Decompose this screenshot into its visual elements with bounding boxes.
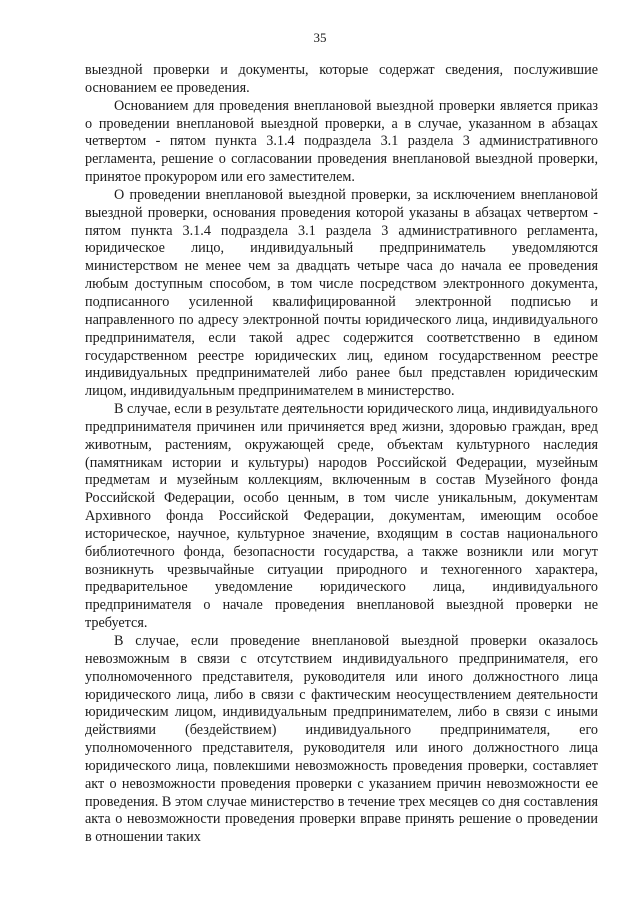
- paragraph-continuation: выездной проверки и документы, которые содержат сведения, послужившие основанием ее проведения.: [85, 62, 598, 96]
- page-number: 35: [313, 30, 327, 45]
- paragraph-notification: О проведении внеплановой выездной проверки, за исключением внеплановой выездной проверки, основания проведения которой указаны в абзацах четвертом - пятом пункта 3.1.4 подраздела 3.1 раздела 3 административного регламента, юридическое лицо, индивидуальный предприниматель уведомляются министерством не менее чем за двадцать четыре часа до начала ее проведения любым доступным способом, в том числе посредством электронного документа, подписанного усиленной квалифицированной электронной подписью и направленного по адресу электронной почты юридического лица, индивидуального предпринимателя, если такой адрес содержится соответственно в едином государственном реестре юридических лиц, едином государственном реестре индивидуальных предпринимателей либо ранее был представлен юридическим лицом, индивидуальным предпринимателем в министерство.: [85, 186, 598, 400]
- paragraph-impossibility-case: В случае, если проведение внеплановой выездной проверки оказалось невозможным в связи с отсутствием индивидуального предпринимателя, его уполномоченного представителя, руководителя или иного должностного лица юридического лица, либо в связи с фактическим неосуществлением деятельности юридическим лицом, индивидуальным предпринимателем, либо в связи с иными действиями (бездействием) индивидуального предпринимателя, его уполномоченного представителя, руководителя или иного должностного лица юридического лица, повлекшими невозможность проведения проверки, составляет акт о невозможности проведения проверки с указанием причин невозможности ее проведения. В этом случае министерство в течение трех месяцев со дня составления акта о невозможности проведения проверки вправе принять решение о проведении в отношении таких: [85, 633, 598, 846]
- paragraph-inspection-basis: Основанием для проведения внеплановой выездной проверки является приказ о проведении внеплановой выездной проверки, а в случае, указанном в абзацах четвертом - пятом пункта 3.1.4 подраздела 3.1 раздела 3 административного регламента, решение о согласовании проведения внеплановой выездной проверки, принятое прокурором или его заместителем.: [85, 97, 598, 186]
- document-body: [85, 62, 598, 847]
- paragraph-harm-case: В случае, если в результате деятельности юридического лица, индивидуального предпринимателя причинен или причиняется вред жизни, здоровью граждан, вред животным, растениям, окружающей среде, объектам культурного наследия (памятникам истории и культуры) народов Российской Федерации, музейным предметам и музейным коллекциям, включенным в состав Музейного фонда Российской Федерации, особо ценным, в том числе уникальным, документам Архивного фонда Российской Федерации, документам, имеющим особое историческое, научное, культурное значение, входящим в состав национального библиотечного фонда, безопасности государства, а также возникли или могут возникнуть чрезвычайные ситуации природного и техногенного характера, предварительное уведомление юридического лица, индивидуального предпринимателя о начале проведения внеплановой выездной проверки не требуется.: [85, 401, 599, 632]
